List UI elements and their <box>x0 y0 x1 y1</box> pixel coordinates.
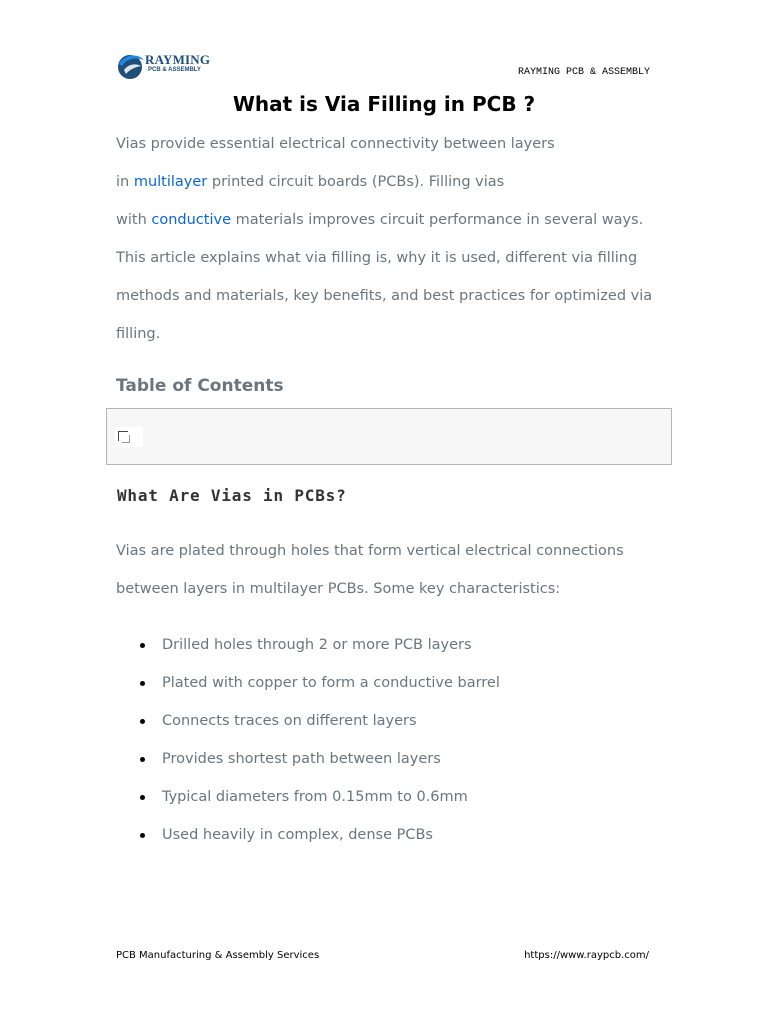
intro-line-2-pre: in <box>116 174 134 190</box>
characteristics-list <box>140 626 500 854</box>
toc-container <box>106 408 672 465</box>
intro-line-2 <box>116 163 676 201</box>
vias-paragraph <box>116 532 676 608</box>
list-item <box>140 702 500 740</box>
list-item <box>140 816 500 854</box>
intro-line-3-pre: with <box>116 212 152 228</box>
toc-toggle-icon <box>118 431 128 441</box>
list-item-text: Used heavily in complex, dense PCBs <box>162 827 433 843</box>
intro-line-5: methods and materials, key benefits, and best practices for optimized via <box>116 288 653 304</box>
vias-line-1: Vias are plated through holes that form vertical electrical connections <box>116 543 624 559</box>
rayming-logo-icon <box>114 50 146 82</box>
list-item <box>140 626 500 664</box>
toc-title: Table of Contents <box>116 376 284 396</box>
list-item-text: Connects traces on different layers <box>162 713 417 729</box>
intro-line-4: This article explains what via filling is, why it is used, different via filling <box>116 250 638 266</box>
rayming-logo[interactable] <box>114 50 214 82</box>
footer-url-link[interactable]: https://www.raypcb.com/ <box>524 950 649 961</box>
vias-line-2: between layers in multilayer PCBs. Some key characteristics: <box>116 581 561 597</box>
list-item-text: Provides shortest path between layers <box>162 751 441 767</box>
intro-line-6: filling. <box>116 326 161 342</box>
logo-subtitle: PCB & ASSEMBLY <box>148 67 201 73</box>
bullet-icon <box>140 719 145 724</box>
section-heading: What Are Vias in PCBs? <box>117 486 347 505</box>
intro-line-3 <box>116 201 676 239</box>
multilayer-link[interactable]: multilayer <box>133 174 208 190</box>
list-item-text: Drilled holes through 2 or more PCB layers <box>162 637 472 653</box>
list-item-text: Typical diameters from 0.15mm to 0.6mm <box>162 789 468 805</box>
intro-line-1: Vias provide essential electrical connectivity between layers <box>116 136 555 152</box>
list-item-text: Plated with copper to form a conductive barrel <box>162 675 500 691</box>
logo-name: RAYMING <box>145 52 211 67</box>
bullet-icon <box>140 833 145 838</box>
bullet-icon <box>140 681 145 686</box>
header-company-name: RAYMING PCB & ASSEMBLY <box>517 67 650 78</box>
list-item <box>140 778 500 816</box>
bullet-icon <box>140 643 145 648</box>
conductive-link[interactable]: conductive <box>151 212 231 228</box>
toc-toggle-button[interactable] <box>115 427 143 447</box>
bullet-icon <box>140 757 145 762</box>
footer-services: PCB Manufacturing & Assembly Services <box>116 950 320 961</box>
intro-line-2-post: printed circuit boards (PCBs). Filling vias <box>207 174 505 190</box>
intro-paragraph <box>116 125 676 353</box>
list-item <box>140 740 500 778</box>
list-item <box>140 664 500 702</box>
bullet-icon <box>140 795 145 800</box>
intro-line-3-post: materials improves circuit performance in several ways. <box>231 212 644 228</box>
page-title: What is Via Filling in PCB ? <box>232 92 536 116</box>
